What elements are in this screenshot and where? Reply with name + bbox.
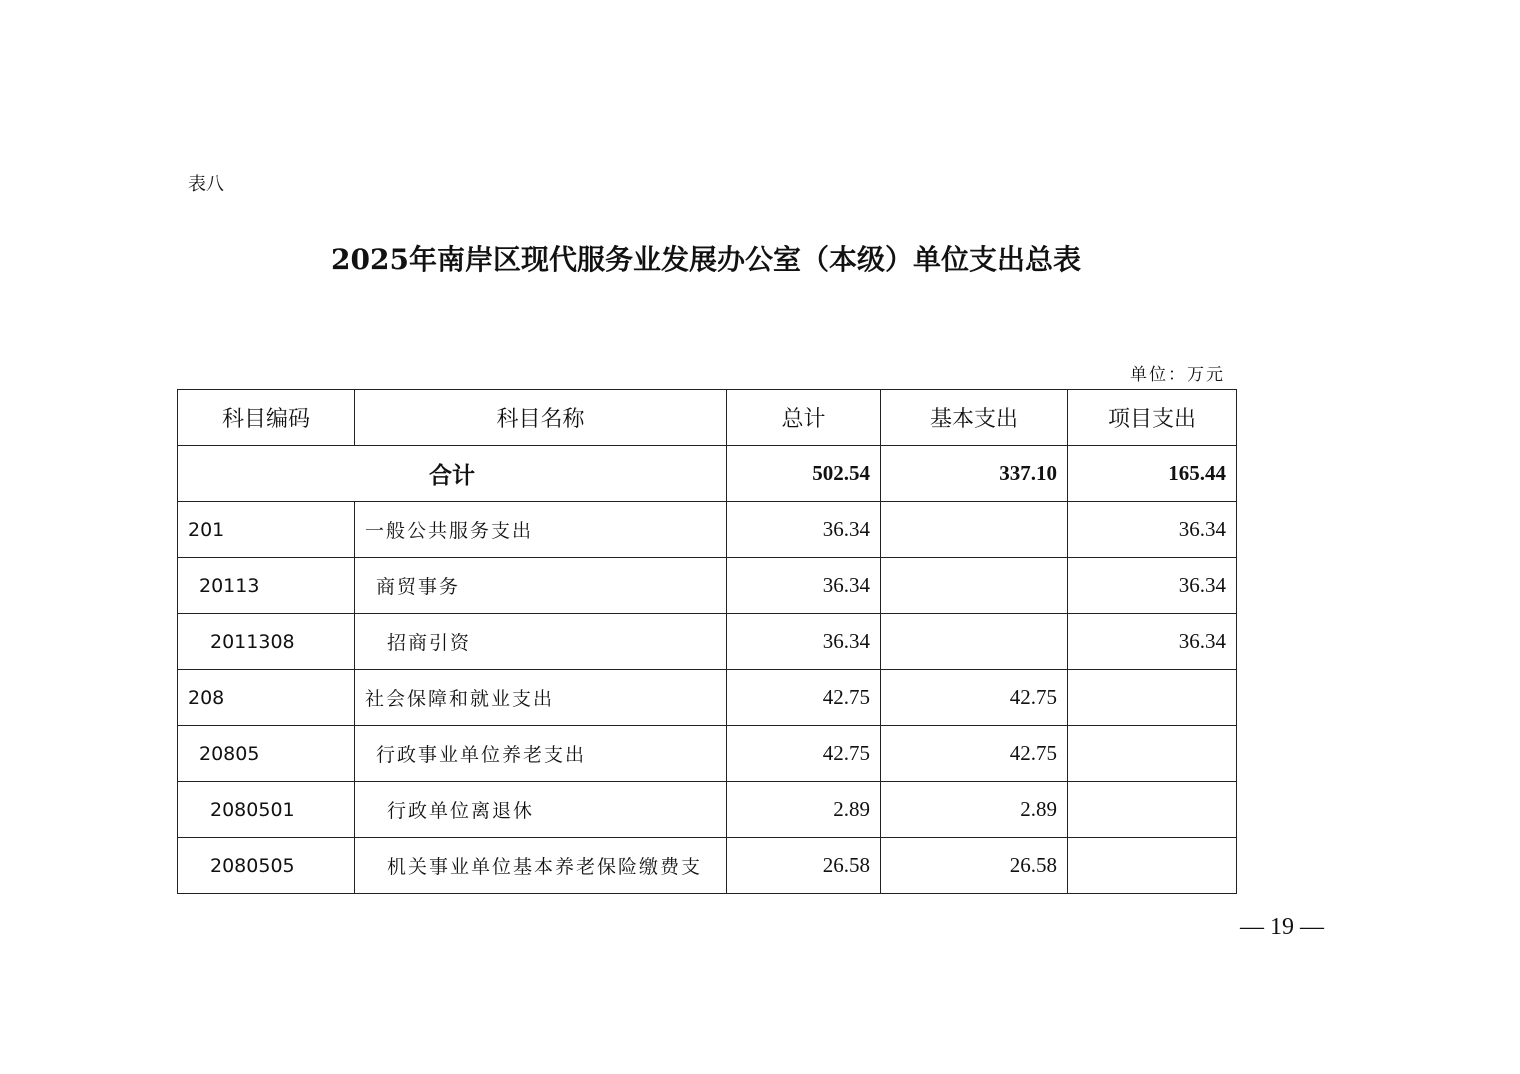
row-project: 36.34	[1068, 558, 1237, 614]
row-name: 行政单位离退休	[355, 782, 727, 838]
unit-label: 单位：万元	[1130, 365, 1225, 385]
row-project	[1068, 670, 1237, 726]
row-name: 社会保障和就业支出	[355, 670, 727, 726]
table-row	[178, 782, 1237, 838]
table-header-row	[178, 390, 1237, 446]
row-code: 201	[178, 502, 355, 558]
row-basic	[881, 614, 1068, 670]
total-row	[178, 446, 1237, 502]
table-label: 表八	[188, 174, 224, 195]
row-total: 42.75	[727, 670, 881, 726]
table-row	[178, 726, 1237, 782]
row-code: 2011308	[178, 614, 355, 670]
page-number: — 19 —	[1240, 914, 1324, 940]
total-project: 165.44	[1068, 446, 1237, 502]
row-code: 2080505	[178, 838, 355, 894]
row-total: 36.34	[727, 614, 881, 670]
row-total: 26.58	[727, 838, 881, 894]
total-basic: 337.10	[881, 446, 1068, 502]
row-basic: 42.75	[881, 726, 1068, 782]
row-basic: 42.75	[881, 670, 1068, 726]
row-name: 行政事业单位养老支出	[355, 726, 727, 782]
row-basic	[881, 558, 1068, 614]
row-code: 208	[178, 670, 355, 726]
row-code: 20113	[178, 558, 355, 614]
header-code: 科目编码	[178, 390, 355, 446]
expenditure-table	[177, 389, 1237, 894]
row-basic: 26.58	[881, 838, 1068, 894]
header-total: 总计	[727, 390, 881, 446]
table-row	[178, 670, 1237, 726]
row-project: 36.34	[1068, 614, 1237, 670]
row-project	[1068, 838, 1237, 894]
header-project: 项目支出	[1068, 390, 1237, 446]
row-name: 商贸事务	[355, 558, 727, 614]
row-basic	[881, 502, 1068, 558]
table-row	[178, 502, 1237, 558]
table-row	[178, 558, 1237, 614]
row-project	[1068, 782, 1237, 838]
row-project: 36.34	[1068, 502, 1237, 558]
row-code: 20805	[178, 726, 355, 782]
row-name: 招商引资	[355, 614, 727, 670]
row-project	[1068, 726, 1237, 782]
row-name: 一般公共服务支出	[355, 502, 727, 558]
row-total: 36.34	[727, 502, 881, 558]
table-row	[178, 614, 1237, 670]
row-total: 36.34	[727, 558, 881, 614]
total-label: 合计	[178, 446, 727, 502]
row-total: 42.75	[727, 726, 881, 782]
header-name: 科目名称	[355, 390, 727, 446]
row-total: 2.89	[727, 782, 881, 838]
row-basic: 2.89	[881, 782, 1068, 838]
table-row	[178, 838, 1237, 894]
header-basic: 基本支出	[881, 390, 1068, 446]
row-code: 2080501	[178, 782, 355, 838]
page-title: 2025年南岸区现代服务业发展办公室（本级）单位支出总表	[331, 243, 1081, 276]
row-name: 机关事业单位基本养老保险缴费支	[355, 838, 727, 894]
total-total: 502.54	[727, 446, 881, 502]
